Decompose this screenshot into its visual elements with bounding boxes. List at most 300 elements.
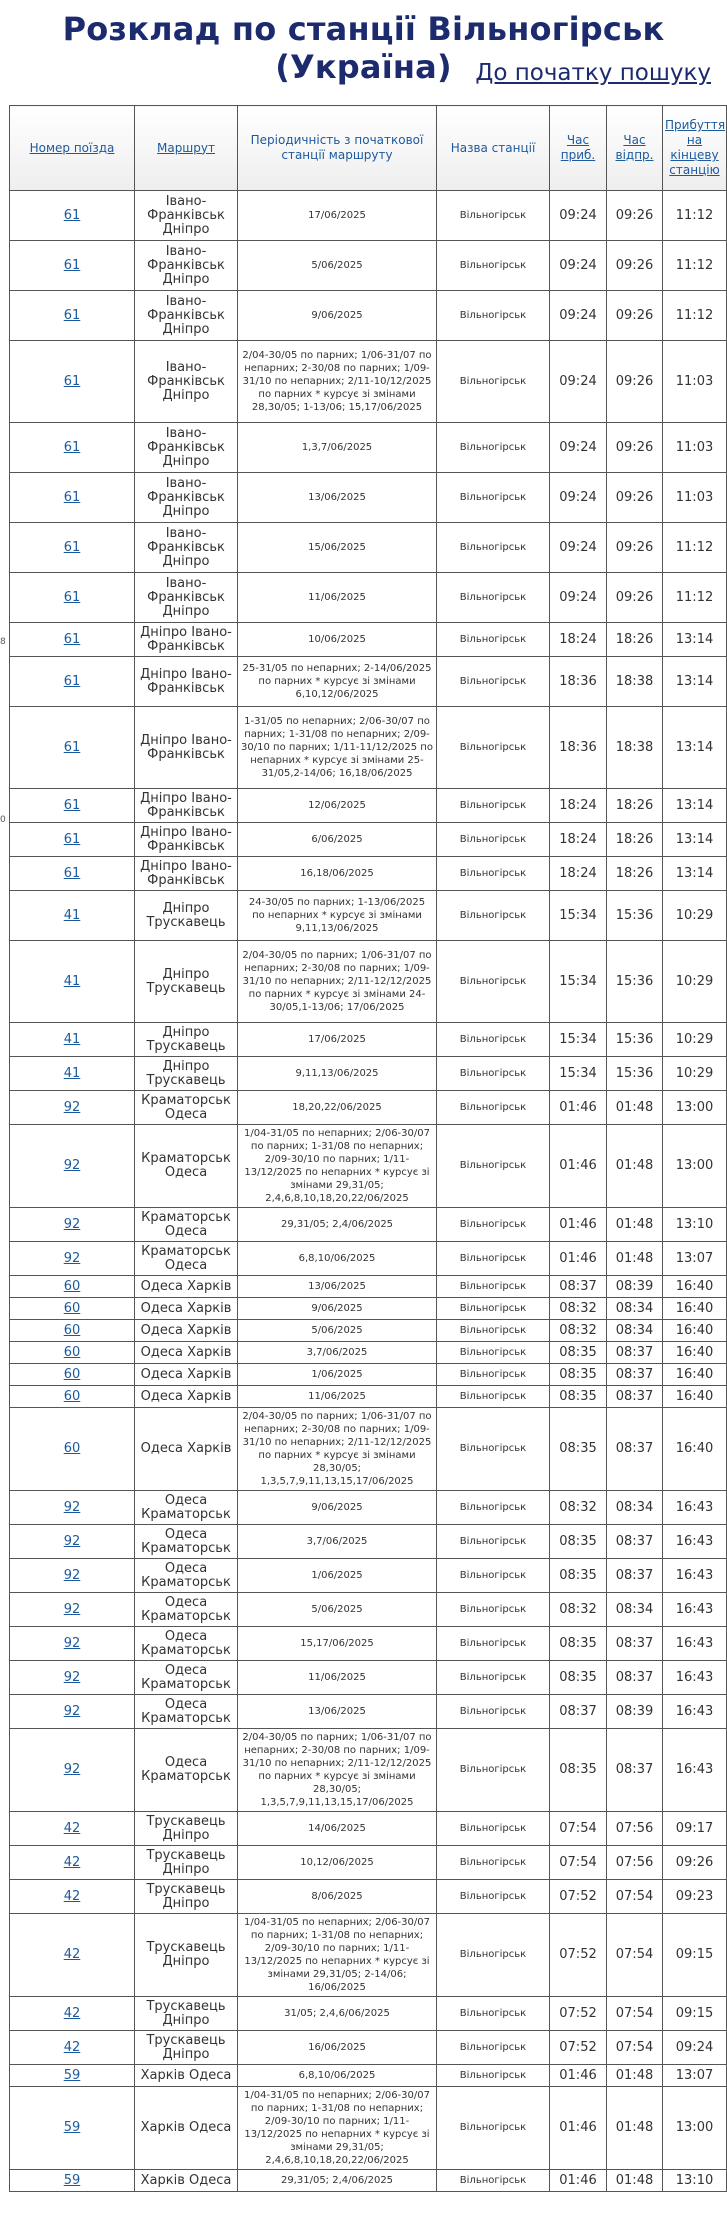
route-cell: Харків Одеса — [135, 2170, 238, 2192]
final-arrival-cell: 16:43 — [663, 1593, 727, 1627]
departure-time-cell: 08:37 — [607, 1559, 663, 1593]
periodicity-cell: 18,20,22/06/2025 — [238, 1091, 437, 1125]
route-cell: Дніпро Трускавець — [135, 1023, 238, 1057]
periodicity-cell: 11/06/2025 — [238, 573, 437, 623]
route-cell: Дніпро Трускавець — [135, 891, 238, 941]
train-number-cell — [10, 1880, 135, 1914]
route-cell: Івано-Франківськ Дніпро — [135, 423, 238, 473]
final-arrival-cell: 13:14 — [663, 623, 727, 657]
arrival-time-cell: 07:54 — [550, 1812, 607, 1846]
train-number-link[interactable]: 92 — [63, 1499, 81, 1515]
final-arrival-cell: 13:14 — [663, 823, 727, 857]
final-arrival-cell: 13:14 — [663, 657, 727, 707]
train-number-link[interactable]: 61 — [63, 865, 81, 881]
station-cell: Вільногірськ — [437, 1525, 550, 1559]
train-number-cell — [10, 423, 135, 473]
table-row — [10, 2087, 727, 2170]
train-number-cell — [10, 1695, 135, 1729]
departure-time-cell: 08:37 — [607, 1408, 663, 1491]
station-cell: Вільногірськ — [437, 1276, 550, 1298]
final-arrival-cell: 13:14 — [663, 789, 727, 823]
station-cell: Вільногірськ — [437, 1812, 550, 1846]
departure-time-cell: 09:26 — [607, 473, 663, 523]
table-row — [10, 941, 727, 1023]
station-cell: Вільногірськ — [437, 1364, 550, 1386]
train-number-link[interactable]: 60 — [63, 1441, 81, 1456]
route-cell: Краматорськ Одеса — [135, 1091, 238, 1125]
train-number-link[interactable]: 92 — [63, 1601, 81, 1617]
periodicity-cell: 15,17/06/2025 — [238, 1627, 437, 1661]
train-number-cell — [10, 891, 135, 941]
table-row — [10, 823, 727, 857]
train-number-link[interactable]: 41 — [63, 973, 81, 989]
departure-time-cell: 08:37 — [607, 1627, 663, 1661]
train-number-link[interactable]: 42 — [63, 1947, 81, 1962]
train-number-cell — [10, 941, 135, 1023]
departure-time-cell: 08:34 — [607, 1491, 663, 1525]
periodicity-cell: 1/06/2025 — [238, 1559, 437, 1593]
table-row — [10, 241, 727, 291]
table-row — [10, 1342, 727, 1364]
departure-time-cell: 01:48 — [607, 2170, 663, 2192]
train-number-cell — [10, 857, 135, 891]
final-arrival-cell: 16:43 — [663, 1491, 727, 1525]
table-row — [10, 1408, 727, 1491]
departure-time-cell: 01:48 — [607, 2087, 663, 2170]
train-number-link[interactable]: 59 — [63, 2172, 81, 2188]
arrival-time-cell: 08:35 — [550, 1661, 607, 1695]
route-cell: Одеса Краматорськ — [135, 1559, 238, 1593]
route-cell: Одеса Харків — [135, 1408, 238, 1491]
departure-time-cell: 01:48 — [607, 2065, 663, 2087]
station-cell: Вільногірськ — [437, 657, 550, 707]
periodicity-cell: 17/06/2025 — [238, 1023, 437, 1057]
final-arrival-cell: 16:43 — [663, 1525, 727, 1559]
route-cell: Одеса Краматорськ — [135, 1695, 238, 1729]
table-row — [10, 623, 727, 657]
train-number-cell — [10, 1364, 135, 1386]
train-number-link[interactable]: 60 — [63, 1322, 81, 1338]
train-number-link[interactable]: 92 — [63, 1567, 81, 1583]
table-row — [10, 341, 727, 423]
route-cell: Івано-Франківськ Дніпро — [135, 523, 238, 573]
arrival-time-cell: 08:35 — [550, 1525, 607, 1559]
train-number-link[interactable]: 42 — [63, 1888, 81, 1904]
train-number-cell — [10, 1525, 135, 1559]
train-number-link[interactable]: 60 — [63, 1388, 81, 1404]
arrival-time-cell: 08:35 — [550, 1559, 607, 1593]
route-cell: Івано-Франківськ Дніпро — [135, 291, 238, 341]
periodicity-cell: 17/06/2025 — [238, 191, 437, 241]
station-cell: Вільногірськ — [437, 1491, 550, 1525]
train-number-cell — [10, 1812, 135, 1846]
final-arrival-cell: 10:29 — [663, 941, 727, 1023]
train-number-link[interactable]: 59 — [63, 2120, 81, 2135]
route-cell: Одеса Харків — [135, 1298, 238, 1320]
station-cell: Вільногірськ — [437, 1408, 550, 1491]
station-cell: Вільногірськ — [437, 473, 550, 523]
table-row — [10, 789, 727, 823]
departure-time-cell: 18:38 — [607, 707, 663, 789]
route-cell: Одеса Краматорськ — [135, 1525, 238, 1559]
final-arrival-cell: 11:03 — [663, 341, 727, 423]
station-cell: Вільногірськ — [437, 1342, 550, 1364]
departure-time-cell: 08:37 — [607, 1364, 663, 1386]
train-number-link[interactable]: 61 — [63, 439, 81, 455]
station-cell: Вільногірськ — [437, 1880, 550, 1914]
station-cell: Вільногірськ — [437, 857, 550, 891]
periodicity-cell: 6/06/2025 — [238, 823, 437, 857]
header-train-number[interactable]: Номер поїзда — [10, 106, 135, 191]
arrival-time-cell: 07:52 — [550, 1880, 607, 1914]
station-cell: Вільногірськ — [437, 1729, 550, 1812]
final-arrival-cell: 16:40 — [663, 1364, 727, 1386]
route-cell: Одеса Краматорськ — [135, 1593, 238, 1627]
periodicity-cell: 1/04-31/05 по непарних; 2/06-30/07 по парних; 1-31/08 по непарних; 2/09-30/10 по парних; 1/11-13/12/2025 по непарних * курсує зі змінами 29,31/05; 2,4,6,8,10,18,20,22/06/2025 — [238, 2087, 437, 2170]
train-number-link[interactable]: 92 — [63, 1635, 81, 1651]
edge-mark: 8 — [0, 637, 6, 647]
table-row — [10, 573, 727, 623]
train-number-cell — [10, 2087, 135, 2170]
route-cell: Дніпро Трускавець — [135, 941, 238, 1023]
final-arrival-cell: 11:03 — [663, 423, 727, 473]
train-number-cell — [10, 1593, 135, 1627]
train-number-link[interactable]: 61 — [63, 257, 81, 273]
departure-time-cell: 18:26 — [607, 857, 663, 891]
table-row — [10, 1057, 727, 1091]
route-cell: Одеса Харків — [135, 1386, 238, 1408]
periodicity-cell: 1/04-31/05 по непарних; 2/06-30/07 по парних; 1-31/08 по непарних; 2/09-30/10 по парних; 1/11-13/12/2025 по непарних * курсує зі змінами 29,31/05; 2-14/06; 16/06/2025 — [238, 1914, 437, 1997]
periodicity-cell: 2/04-30/05 по парних; 1/06-31/07 по непарних; 2-30/08 по парних; 1/09-31/10 по непарних; 2/11-12/12/2025 по парних * курсує зі змінами 28,30/05; 1,3,5,7,9,11,13,15,17/06/2025 — [238, 1729, 437, 1812]
table-row — [10, 1812, 727, 1846]
periodicity-cell: 5/06/2025 — [238, 1593, 437, 1627]
train-number-link[interactable]: 92 — [63, 1762, 81, 1777]
table-row — [10, 707, 727, 789]
arrival-time-cell: 07:52 — [550, 2031, 607, 2065]
train-number-cell — [10, 1661, 135, 1695]
final-arrival-cell: 09:26 — [663, 1846, 727, 1880]
departure-time-cell: 01:48 — [607, 1208, 663, 1242]
train-number-link[interactable]: 42 — [63, 1820, 81, 1836]
periodicity-cell: 8/06/2025 — [238, 1880, 437, 1914]
route-cell: Івано-Франківськ Дніпро — [135, 573, 238, 623]
final-arrival-cell: 13:07 — [663, 1242, 727, 1276]
periodicity-cell: 16,18/06/2025 — [238, 857, 437, 891]
final-arrival-cell: 16:43 — [663, 1729, 727, 1812]
station-cell: Вільногірськ — [437, 941, 550, 1023]
arrival-time-cell: 09:24 — [550, 191, 607, 241]
arrival-time-cell: 18:24 — [550, 789, 607, 823]
route-cell: Дніпро Івано-Франківськ — [135, 707, 238, 789]
departure-time-cell: 01:48 — [607, 1125, 663, 1208]
departure-time-cell: 09:26 — [607, 191, 663, 241]
periodicity-cell: 13/06/2025 — [238, 1276, 437, 1298]
route-cell: Дніпро Трускавець — [135, 1057, 238, 1091]
table-row — [10, 1729, 727, 1812]
departure-time-cell: 08:37 — [607, 1525, 663, 1559]
route-cell: Харків Одеса — [135, 2087, 238, 2170]
arrival-time-cell: 08:35 — [550, 1729, 607, 1812]
arrival-time-cell: 08:32 — [550, 1298, 607, 1320]
arrival-time-cell: 08:35 — [550, 1342, 607, 1364]
departure-time-cell: 08:37 — [607, 1729, 663, 1812]
train-number-cell — [10, 1342, 135, 1364]
train-number-link[interactable]: 60 — [63, 1344, 81, 1360]
arrival-time-cell: 01:46 — [550, 1125, 607, 1208]
table-row — [10, 1559, 727, 1593]
arrival-time-cell: 18:36 — [550, 707, 607, 789]
station-cell: Вільногірськ — [437, 241, 550, 291]
page-title: Розклад по станції Вільногірськ (Україна) — [62, 10, 665, 86]
arrival-time-cell: 01:46 — [550, 2065, 607, 2087]
train-number-cell — [10, 1386, 135, 1408]
route-cell: Одеса Краматорськ — [135, 1661, 238, 1695]
table-header-row — [10, 106, 727, 191]
station-cell: Вільногірськ — [437, 523, 550, 573]
schedule-table — [9, 105, 727, 2192]
train-number-cell — [10, 241, 135, 291]
train-number-link[interactable]: 92 — [63, 1216, 81, 1232]
arrival-time-cell: 01:46 — [550, 1091, 607, 1125]
final-arrival-cell: 10:29 — [663, 1023, 727, 1057]
departure-time-cell: 07:56 — [607, 1846, 663, 1880]
header-departure-time[interactable]: Час відпр. — [607, 106, 663, 191]
periodicity-cell: 1,3,7/06/2025 — [238, 423, 437, 473]
table-row — [10, 2031, 727, 2065]
train-number-link[interactable]: 61 — [63, 589, 81, 605]
table-row — [10, 1364, 727, 1386]
station-cell: Вільногірськ — [437, 823, 550, 857]
final-arrival-cell: 11:12 — [663, 241, 727, 291]
periodicity-cell: 10,12/06/2025 — [238, 1846, 437, 1880]
train-number-link[interactable]: 59 — [63, 2067, 81, 2083]
periodicity-cell: 5/06/2025 — [238, 1320, 437, 1342]
train-number-link[interactable]: 60 — [63, 1278, 81, 1294]
final-arrival-cell: 16:40 — [663, 1342, 727, 1364]
table-row — [10, 2170, 727, 2192]
station-cell: Вільногірськ — [437, 1091, 550, 1125]
periodicity-cell: 1/04-31/05 по непарних; 2/06-30/07 по парних; 1-31/08 по непарних; 2/09-30/10 по парних; 1/11-13/12/2025 по непарних * курсує зі змінами 29,31/05; 2,4,6,8,10,18,20,22/06/2025 — [238, 1125, 437, 1208]
periodicity-cell: 9/06/2025 — [238, 1491, 437, 1525]
arrival-time-cell: 08:32 — [550, 1320, 607, 1342]
train-number-cell — [10, 291, 135, 341]
final-arrival-cell: 09:15 — [663, 1997, 727, 2031]
arrival-time-cell: 18:24 — [550, 823, 607, 857]
route-cell: Краматорськ Одеса — [135, 1242, 238, 1276]
final-arrival-cell: 13:00 — [663, 1091, 727, 1125]
arrival-time-cell: 09:24 — [550, 523, 607, 573]
periodicity-cell: 3,7/06/2025 — [238, 1525, 437, 1559]
train-number-link[interactable]: 61 — [63, 739, 81, 755]
route-cell: Трускавець Дніпро — [135, 1846, 238, 1880]
periodicity-cell: 16/06/2025 — [238, 2031, 437, 2065]
edge-mark: 0 — [0, 815, 6, 825]
departure-time-cell: 07:54 — [607, 1997, 663, 2031]
table-row — [10, 1914, 727, 1997]
departure-time-cell: 18:38 — [607, 657, 663, 707]
arrival-time-cell: 09:24 — [550, 241, 607, 291]
station-cell: Вільногірськ — [437, 1298, 550, 1320]
periodicity-cell: 1/06/2025 — [238, 1364, 437, 1386]
station-cell: Вільногірськ — [437, 707, 550, 789]
table-row — [10, 857, 727, 891]
train-number-link[interactable]: 92 — [63, 1669, 81, 1685]
train-number-link[interactable]: 92 — [63, 1703, 81, 1719]
periodicity-cell: 2/04-30/05 по парних; 1/06-31/07 по непарних; 2-30/08 по парних; 1/09-31/10 по непарних; 2/11-12/12/2025 по парних * курсує зі змінами 24-30/05,1-13/06; 17/06/2025 — [238, 941, 437, 1023]
arrival-time-cell: 08:35 — [550, 1408, 607, 1491]
final-arrival-cell: 13:10 — [663, 1208, 727, 1242]
train-number-link[interactable]: 42 — [63, 1854, 81, 1870]
header-arrival-time[interactable]: Час приб. — [550, 106, 607, 191]
final-arrival-cell: 11:12 — [663, 523, 727, 573]
train-number-cell — [10, 573, 135, 623]
table-row — [10, 1627, 727, 1661]
final-arrival-cell: 16:43 — [663, 1627, 727, 1661]
train-number-link[interactable]: 41 — [63, 1065, 81, 1081]
final-arrival-cell: 10:29 — [663, 891, 727, 941]
route-cell: Краматорськ Одеса — [135, 1208, 238, 1242]
route-cell: Краматорськ Одеса — [135, 1125, 238, 1208]
train-number-link[interactable]: 61 — [63, 797, 81, 813]
arrival-time-cell: 08:32 — [550, 1593, 607, 1627]
train-number-cell — [10, 191, 135, 241]
header-route[interactable]: Маршрут — [135, 106, 238, 191]
departure-time-cell: 08:37 — [607, 1342, 663, 1364]
table-row — [10, 523, 727, 573]
periodicity-cell: 24-30/05 по парних; 1-13/06/2025 по непарних * курсує зі змінами 9,11,13/06/2025 — [238, 891, 437, 941]
arrival-time-cell: 08:35 — [550, 1364, 607, 1386]
train-number-link[interactable]: 61 — [63, 489, 81, 505]
train-number-cell — [10, 707, 135, 789]
train-number-link[interactable]: 61 — [63, 307, 81, 323]
arrival-time-cell: 18:24 — [550, 623, 607, 657]
final-arrival-cell: 16:43 — [663, 1661, 727, 1695]
table-row — [10, 1661, 727, 1695]
route-cell: Одеса Харків — [135, 1364, 238, 1386]
train-number-cell — [10, 1846, 135, 1880]
train-number-cell — [10, 1320, 135, 1342]
station-cell: Вільногірськ — [437, 1208, 550, 1242]
periodicity-cell: 3,7/06/2025 — [238, 1342, 437, 1364]
final-arrival-cell: 13:00 — [663, 2087, 727, 2170]
train-number-cell — [10, 1627, 135, 1661]
departure-time-cell: 01:48 — [607, 1091, 663, 1125]
departure-time-cell: 08:34 — [607, 1593, 663, 1627]
arrival-time-cell: 07:54 — [550, 1846, 607, 1880]
route-cell: Дніпро Івано-Франківськ — [135, 623, 238, 657]
train-number-link[interactable]: 92 — [63, 1158, 81, 1173]
train-number-link[interactable]: 60 — [63, 1366, 81, 1382]
arrival-time-cell: 18:36 — [550, 657, 607, 707]
station-cell: Вільногірськ — [437, 891, 550, 941]
final-arrival-cell: 13:14 — [663, 707, 727, 789]
station-cell: Вільногірськ — [437, 2031, 550, 2065]
periodicity-cell: 9/06/2025 — [238, 1298, 437, 1320]
train-number-link[interactable]: 41 — [63, 907, 81, 923]
train-number-link[interactable]: 41 — [63, 1031, 81, 1047]
table-row — [10, 1491, 727, 1525]
route-cell: Трускавець Дніпро — [135, 1880, 238, 1914]
train-number-link[interactable]: 61 — [63, 207, 81, 223]
station-cell: Вільногірськ — [437, 423, 550, 473]
periodicity-cell: 1-31/05 по непарних; 2/06-30/07 по парних; 1-31/08 по непарних; 2/09-30/10 по парних; 1/11-11/12/2025 по непарних * курсує зі змінами 25-31/05,2-14/06; 16,18/06/2025 — [238, 707, 437, 789]
train-number-cell — [10, 1298, 135, 1320]
route-cell: Одеса Краматорськ — [135, 1729, 238, 1812]
train-number-link[interactable]: 92 — [63, 1250, 81, 1266]
departure-time-cell: 09:26 — [607, 423, 663, 473]
train-number-link[interactable]: 61 — [63, 373, 81, 389]
table-row — [10, 1320, 727, 1342]
train-number-link[interactable]: 61 — [63, 539, 81, 555]
table-row — [10, 1208, 727, 1242]
departure-time-cell: 07:54 — [607, 2031, 663, 2065]
final-arrival-cell: 16:40 — [663, 1298, 727, 1320]
train-number-link[interactable]: 42 — [63, 2005, 81, 2021]
table-row — [10, 891, 727, 941]
station-cell: Вільногірськ — [437, 789, 550, 823]
arrival-time-cell: 01:46 — [550, 2087, 607, 2170]
train-number-link[interactable]: 92 — [63, 1099, 81, 1115]
table-row — [10, 1298, 727, 1320]
departure-time-cell: 15:36 — [607, 891, 663, 941]
train-number-link[interactable]: 92 — [63, 1533, 81, 1549]
route-cell: Одеса Краматорськ — [135, 1627, 238, 1661]
departure-time-cell: 18:26 — [607, 789, 663, 823]
train-number-link[interactable]: 60 — [63, 1300, 81, 1316]
final-arrival-cell: 16:40 — [663, 1320, 727, 1342]
station-cell: Вільногірськ — [437, 1242, 550, 1276]
station-cell: Вільногірськ — [437, 623, 550, 657]
train-number-link[interactable]: 42 — [63, 2039, 81, 2055]
route-cell: Івано-Франківськ Дніпро — [135, 473, 238, 523]
station-cell: Вільногірськ — [437, 2087, 550, 2170]
route-cell: Трускавець Дніпро — [135, 2031, 238, 2065]
periodicity-cell: 11/06/2025 — [238, 1661, 437, 1695]
departure-time-cell: 08:39 — [607, 1276, 663, 1298]
departure-time-cell: 07:56 — [607, 1812, 663, 1846]
train-number-link[interactable]: 61 — [63, 631, 81, 647]
route-cell: Дніпро Івано-Франківськ — [135, 857, 238, 891]
back-to-search-link[interactable]: До початку пошуку — [475, 60, 711, 86]
route-cell: Івано-Франківськ Дніпро — [135, 341, 238, 423]
table-row — [10, 1846, 727, 1880]
route-cell: Одеса Харків — [135, 1276, 238, 1298]
train-number-link[interactable]: 61 — [63, 673, 81, 689]
train-number-cell — [10, 823, 135, 857]
departure-time-cell: 18:26 — [607, 623, 663, 657]
periodicity-cell: 5/06/2025 — [238, 241, 437, 291]
departure-time-cell: 08:34 — [607, 1320, 663, 1342]
departure-time-cell: 01:48 — [607, 1242, 663, 1276]
final-arrival-cell: 13:07 — [663, 2065, 727, 2087]
route-cell: Харків Одеса — [135, 2065, 238, 2087]
header-final-arrival[interactable]: Прибуття на кінцеву станцію — [663, 106, 727, 191]
departure-time-cell: 09:26 — [607, 291, 663, 341]
table-row — [10, 1125, 727, 1208]
periodicity-cell: 9/06/2025 — [238, 291, 437, 341]
periodicity-cell: 29,31/05; 2,4/06/2025 — [238, 2170, 437, 2192]
arrival-time-cell: 15:34 — [550, 1023, 607, 1057]
station-cell: Вільногірськ — [437, 291, 550, 341]
arrival-time-cell: 07:52 — [550, 1914, 607, 1997]
periodicity-cell: 6,8,10/06/2025 — [238, 2065, 437, 2087]
train-number-link[interactable]: 61 — [63, 831, 81, 847]
arrival-time-cell: 08:32 — [550, 1491, 607, 1525]
station-cell: Вільногірськ — [437, 1695, 550, 1729]
periodicity-cell: 29,31/05; 2,4/06/2025 — [238, 1208, 437, 1242]
route-cell: Дніпро Івано-Франківськ — [135, 657, 238, 707]
departure-time-cell: 15:36 — [607, 1057, 663, 1091]
